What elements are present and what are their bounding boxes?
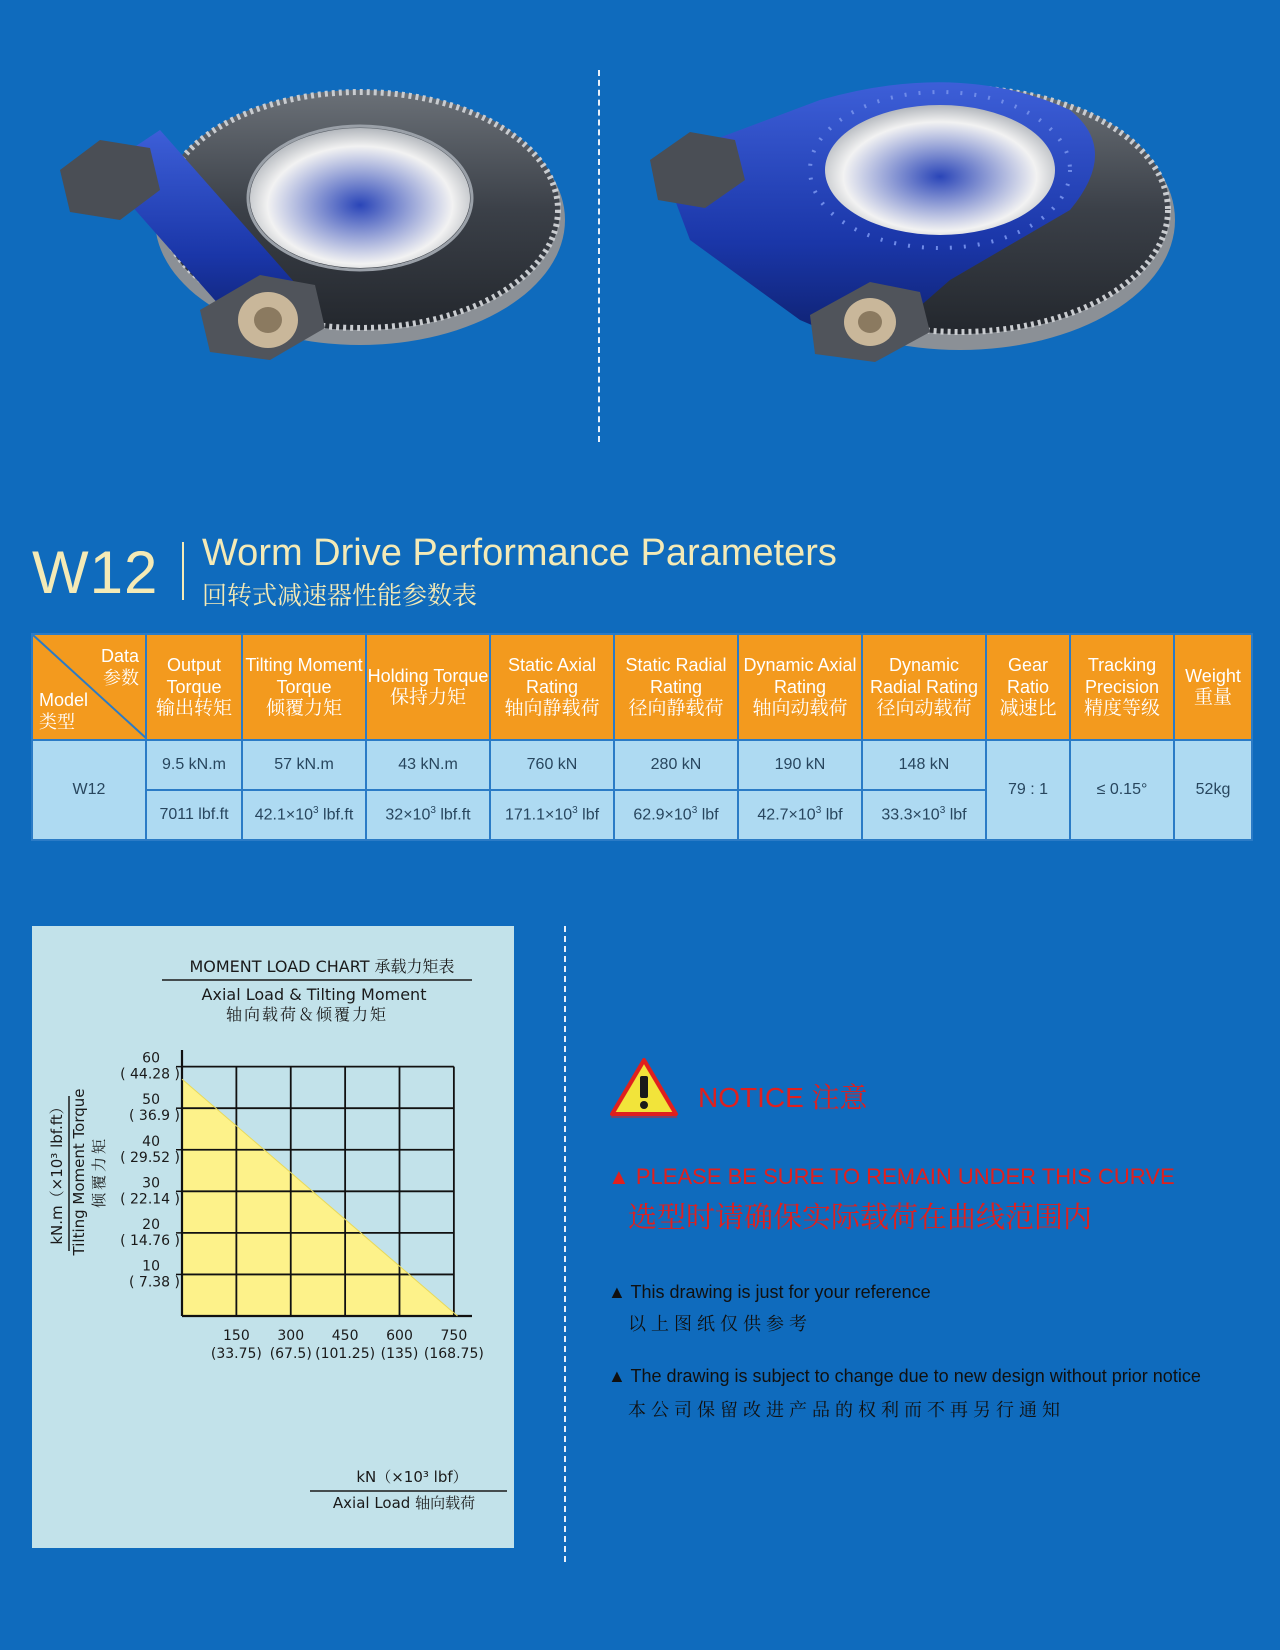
cell-imperial: $42.1\times 10^3$ lbf.ft	[242, 790, 366, 840]
col-tilting-moment: Tilting Moment Torque 倾覆力矩	[242, 634, 366, 740]
note-change-en: ▲ The drawing is subject to change due to new design without prior notice	[608, 1366, 1201, 1386]
x-tick-label: 300	[277, 1328, 305, 1344]
warning-english: ▲ PLEASE BE SURE TO REMAIN UNDER THIS CURVE	[608, 1164, 1175, 1189]
y-tick-label: 30	[142, 1175, 160, 1192]
chart-subtitle-cn: 轴向载荷＆倾覆力矩	[225, 1005, 389, 1024]
corner-cell	[32, 634, 146, 740]
cell-metric: 9.5 kN.m	[146, 740, 242, 790]
moment-load-chart	[32, 926, 514, 1548]
y-tick-label: 10	[142, 1258, 160, 1275]
cell-metric: 190 kN	[738, 740, 862, 790]
x-tick-label: 150	[223, 1328, 250, 1344]
cell-model: W12	[32, 740, 146, 840]
title-chinese: 回转式减速器性能参数表	[202, 582, 478, 610]
performance-table	[31, 633, 1253, 841]
note-reference-en: ▲ This drawing is just for your reference	[608, 1282, 931, 1302]
moment-load-chart-panel	[32, 926, 514, 1548]
x-tick-sublabel: (67.5)	[269, 1346, 312, 1362]
x-tick-sublabel: (168.75)	[423, 1346, 484, 1362]
table-header-row	[32, 634, 1252, 740]
y-axis-title-cn: 倾覆力矩	[90, 1135, 108, 1209]
cell-imperial: $33.3\times 10^3$ lbf	[862, 790, 986, 840]
cell-imperial: $62.9\times 10^3$ lbf	[614, 790, 738, 840]
table-row-metric	[32, 740, 1252, 790]
y-axis-title	[70, 1089, 88, 1257]
notice-label: NOTICE 注意	[698, 1082, 868, 1113]
corner-model-en: Model	[39, 690, 89, 710]
warning-icon	[608, 1056, 680, 1120]
x-tick-label: 450	[331, 1328, 359, 1344]
section-title	[32, 530, 1232, 610]
col-output-torque: Output Torque 输出转矩	[146, 634, 242, 740]
y-tick-sublabel: ( 29.52 )	[120, 1149, 180, 1166]
top-divider	[598, 70, 600, 442]
cell-metric: 148 kN	[862, 740, 986, 790]
cell-precision: ≤ 0.15°	[1070, 740, 1174, 840]
cell-imperial: $42.7\times 10^3$ lbf	[738, 790, 862, 840]
cell-weight: 52kg	[1174, 740, 1252, 840]
y-tick-label: 40	[142, 1133, 160, 1150]
plot-area	[120, 1050, 484, 1362]
title-english: Worm Drive Performance Parameters	[202, 532, 837, 574]
x-axis-title: Axial Load 轴向载荷	[332, 1494, 476, 1512]
worm-drive-image-right	[650, 70, 1180, 370]
y-axis-title-en: Tilting Moment Torque	[70, 1088, 88, 1256]
y-axis-unit: kN.m（×10³ lbf.ft）	[48, 1099, 66, 1245]
cell-gear-ratio: 79 : 1	[986, 740, 1070, 840]
col-static-axial: Static Axial Rating 轴向静载荷	[490, 634, 614, 740]
note-change-cn: 本公司保留改进产品的权利而不再另行通知	[628, 1400, 1065, 1420]
y-tick-sublabel: ( 22.14 )	[120, 1191, 180, 1208]
cell-imperial: 7011 lbf.ft	[146, 790, 242, 840]
cell-imperial: $32\times 10^3$ lbf.ft	[366, 790, 490, 840]
x-tick-label: 750	[440, 1328, 468, 1344]
x-tick-sublabel: (33.75)	[210, 1346, 262, 1362]
warning-chinese: 选型时请确保实际载荷在曲线范围内	[628, 1202, 1093, 1234]
col-weight: Weight 重量	[1174, 634, 1252, 740]
y-tick-label: 50	[142, 1092, 160, 1109]
cell-metric: 760 kN	[490, 740, 614, 790]
y-axis-title-cn-group	[90, 1136, 108, 1208]
bottom-divider	[564, 926, 566, 1562]
worm-drive-image-left	[40, 70, 570, 370]
y-tick-label: 20	[142, 1216, 160, 1233]
col-static-radial: Static Radial Rating 径向静载荷	[614, 634, 738, 740]
y-tick-label: 60	[142, 1050, 160, 1067]
chart-title: MOMENT LOAD CHART 承载力矩表	[189, 957, 455, 976]
corner-data-cn: 参数	[103, 668, 139, 688]
corner-model-cn: 类型	[39, 712, 75, 732]
y-tick-sublabel: ( 36.9 )	[129, 1108, 180, 1125]
cell-metric: 280 kN	[614, 740, 738, 790]
cell-metric: 43 kN.m	[366, 740, 490, 790]
corner-data-en: Data	[100, 646, 139, 666]
col-dynamic-radial: Dynamic Radial Rating 径向动载荷	[862, 634, 986, 740]
x-tick-sublabel: (135)	[380, 1346, 419, 1362]
y-axis-label	[48, 1099, 66, 1244]
col-dynamic-axial: Dynamic Axial Rating 轴向动载荷	[738, 634, 862, 740]
cell-metric: 57 kN.m	[242, 740, 366, 790]
x-tick-sublabel: (101.25)	[315, 1346, 376, 1362]
y-tick-sublabel: ( 44.28 )	[120, 1066, 180, 1083]
y-tick-sublabel: ( 14.76 )	[120, 1232, 180, 1249]
col-gear-ratio: Gear Ratio 减速比	[986, 634, 1070, 740]
x-tick-label: 600	[386, 1328, 413, 1344]
title-separator	[182, 542, 184, 600]
y-tick-sublabel: ( 7.38 )	[129, 1274, 180, 1291]
note-reference-cn: 以上图纸仅供参考	[628, 1314, 812, 1334]
chart-subtitle-en: Axial Load & Tilting Moment	[201, 985, 427, 1004]
model-title: W12	[32, 539, 159, 606]
col-holding-torque: Holding Torque 保持力矩	[366, 634, 490, 740]
cell-imperial: $171.1\times 10^3$ lbf	[490, 790, 614, 840]
col-tracking-precision: Tracking Precision 精度等级	[1070, 634, 1174, 740]
x-axis-unit: kN（×10³ lbf）	[356, 1468, 468, 1486]
